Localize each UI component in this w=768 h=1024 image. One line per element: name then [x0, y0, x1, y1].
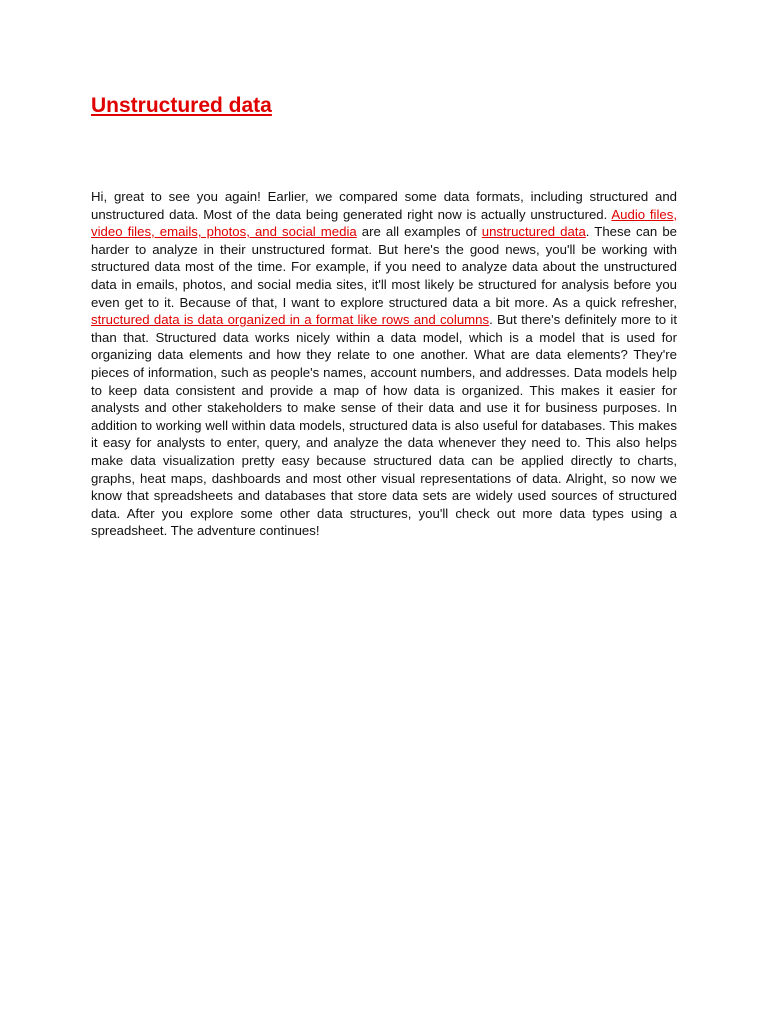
paragraph-text-4: . But there's definitely more to it than that. Structured data works nicely within a data model, which is a model that is used for organizing data elements and how they relate to one another. What are data elements? They're pieces of information, such as people's names, account numbers, and addresses. Data models help to keep data consistent and provide a map of how data is organized. This makes it easier for analysts and other stakeholders to make sense of their data and use it for business purposes. In addition to working well within data models, structured data is also useful for databases. This makes it easy for analysts to enter, query, and analyze the data whenever they need to. This also helps make data visualization pretty easy because structured data can be applied directly to charts, graphs, heat maps, dashboards and most other visual representations of data. Alright, so now we know that spreadsheets and databases that store data sets are widely used sources of structured data. After you explore some other data structures, you'll check out more data types using a spreadsheet. The adventure continues! — [91, 312, 677, 539]
paragraph-text-1: Hi, great to see you again! Earlier, we compared some data formats, including structured and unstructured data. Most of the data being generated right now is actually unstructured. — [91, 189, 677, 222]
link-structured-data-definition[interactable]: structured data is data organized in a format like rows and columns — [91, 312, 490, 328]
paragraph-text-2: are all examples of — [356, 224, 482, 240]
body-paragraph — [91, 188, 677, 540]
paragraph-text-3: . These can be harder to analyze in their unstructured format. But here's the good news, you'll be working with structured data most of the time. For example, if you need to analyze data about the unstructured data in emails, photos, and social media sites, it'll most likely be structured for analysis before you even get to it. Because of that, I want to explore structured data a bit more. As a quick refresher, — [91, 224, 678, 310]
document-title: Unstructured data — [91, 94, 272, 117]
link-unstructured-examples[interactable]: Audio files, video files, emails, photos, and social media — [91, 206, 678, 240]
link-unstructured-data[interactable]: unstructured data — [481, 224, 586, 240]
